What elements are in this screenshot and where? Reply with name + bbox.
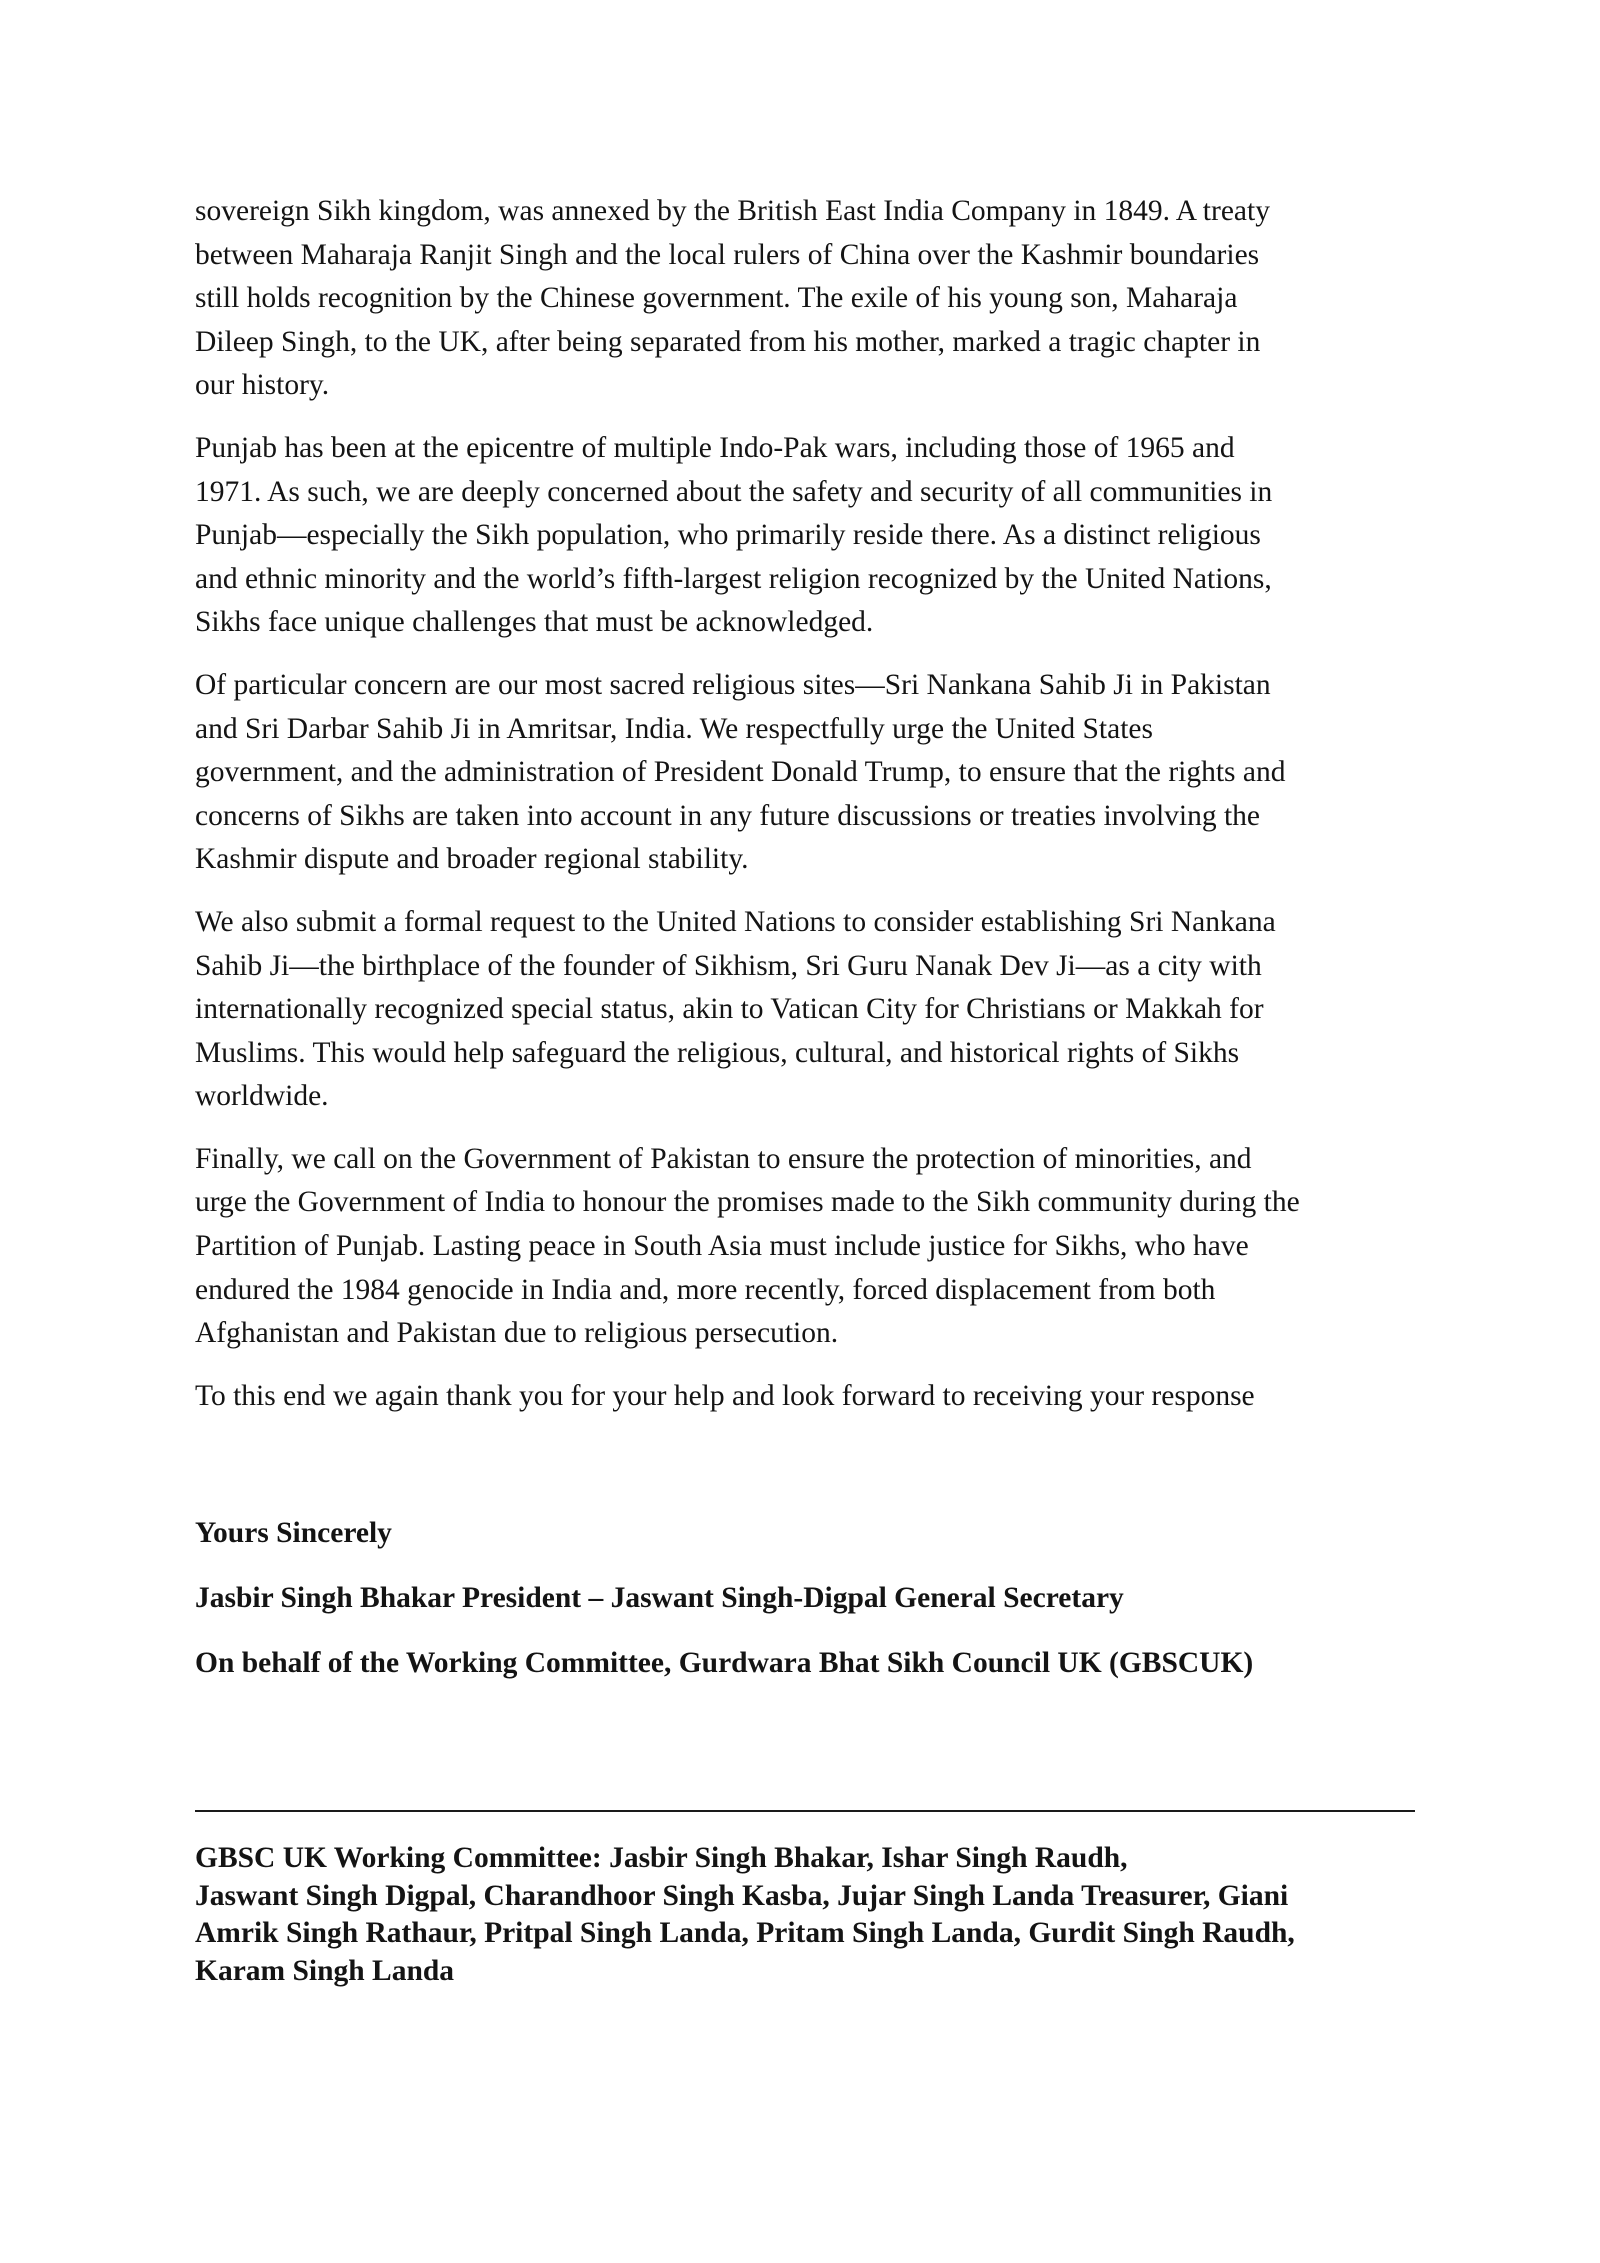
committee-line: Jaswant Singh Digpal, Charandhoor Singh Kasba, Jujar Singh Landa Treasurer, Giani [195, 1879, 1289, 1912]
committee-line: Amrik Singh Rathaur, Pritpal Singh Landa, Pritam Singh Landa, Gurdit Singh Raudh, [195, 1917, 1295, 1949]
text-line: and ethnic minority and the world’s fifth-largest religion recognized by the United Nations, [195, 562, 1272, 595]
text-line: Sahib Ji—the birthplace of the founder of Sikhism, Sri Guru Nanak Dev Ji—as a city with [195, 949, 1262, 982]
text-line: urge the Government of India to honour the promises made to the Sikh community during the [195, 1186, 1300, 1219]
text-line: To this end we again thank you for your help and look forward to receiving your response [195, 1379, 1255, 1412]
text-line: Of particular concern are our most sacred religious sites—Sri Nankana Sahib Ji in Pakistan [195, 668, 1271, 701]
text-line: worldwide. [195, 1080, 329, 1113]
letter-body [195, 190, 1415, 1418]
text-line: government, and the administration of President Donald Trump, to ensure that the rights and [195, 756, 1286, 789]
letter-closing [195, 1512, 1415, 1707]
text-line: We also submit a formal request to the United Nations to consider establishing Sri Nankana [195, 905, 1276, 938]
committee-line: Karam Singh Landa [195, 1954, 455, 1987]
text-line: 1971. As such, we are deeply concerned about the safety and security of all communities in [195, 475, 1273, 508]
text-line: Sikhs face unique challenges that must be acknowledged. [195, 606, 874, 639]
text-line: our history. [195, 369, 330, 402]
text-line: internationally recognized special status, akin to Vatican City for Christians or Makkah for [195, 993, 1264, 1026]
closing-salutation: Yours Sincerely [195, 1517, 392, 1549]
footer-divider [195, 1810, 1415, 1812]
text-line: Muslims. This would help safeguard the religious, cultural, and historical rights of Sikhs [195, 1036, 1240, 1069]
paragraph-annexation-history [195, 190, 1415, 408]
text-line: Dileep Singh, to the UK, after being separated from his mother, marked a tragic chapter in [195, 325, 1261, 358]
committee-line: GBSC UK Working Committee: Jasbir Singh Bhakar, Ishar Singh Raudh, [195, 1842, 1128, 1874]
text-line: Punjab has been at the epicentre of multiple Indo-Pak wars, including those of 1965 and [195, 431, 1235, 464]
paragraph-indo-pak-wars [195, 427, 1415, 645]
paragraph-final-call [195, 1138, 1415, 1356]
paragraph-sacred-sites [195, 664, 1415, 882]
text-line: Kashmir dispute and broader regional stability. [195, 843, 749, 876]
text-line: endured the 1984 genocide in India and, more recently, forced displacement from both [195, 1273, 1216, 1306]
closing-signatories: Jasbir Singh Bhakar President – Jaswant Singh-Digpal General Secretary [195, 1582, 1124, 1614]
text-line: and Sri Darbar Sahib Ji in Amritsar, India. We respectfully urge the United States [195, 712, 1153, 745]
closing-on-behalf: On behalf of the Working Committee, Gurdwara Bhat Sikh Council UK (GBSCUK) [195, 1647, 1254, 1679]
paragraph-thanks [195, 1375, 1415, 1419]
committee-footer [195, 1840, 1415, 1990]
text-line: sovereign Sikh kingdom, was annexed by the British East India Company in 1849. A treaty [195, 195, 1270, 227]
text-line: Punjab—especially the Sikh population, who primarily reside there. As a distinct religious [195, 519, 1261, 552]
text-line: Partition of Punjab. Lasting peace in South Asia must include justice for Sikhs, who have [195, 1230, 1249, 1263]
text-line: Afghanistan and Pakistan due to religious persecution. [195, 1317, 839, 1350]
text-line: still holds recognition by the Chinese government. The exile of his young son, Maharaja [195, 282, 1238, 315]
text-line: Finally, we call on the Government of Pakistan to ensure the protection of minorities, and [195, 1142, 1252, 1175]
paragraph-un-request [195, 901, 1415, 1119]
text-line: concerns of Sikhs are taken into account in any future discussions or treaties involving the [195, 799, 1261, 832]
text-line: between Maharaja Ranjit Singh and the local rulers of China over the Kashmir boundaries [195, 238, 1260, 271]
